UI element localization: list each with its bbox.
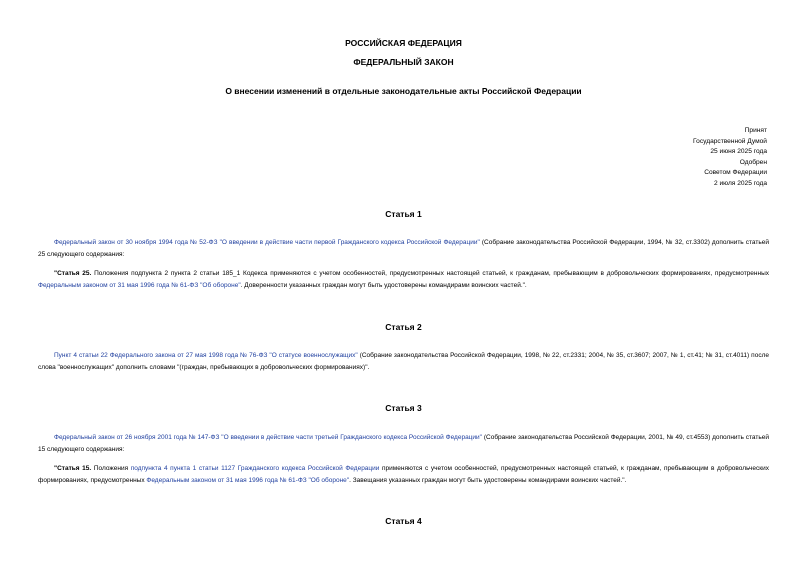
article-3-paragraph-2: [38, 463, 769, 486]
adoption-line: Государственной Думой: [693, 137, 767, 145]
article-3-p1-text: (Собрание законодательства Российской Федерации, 2001, № 49, ст.4553) дополнить статьей 15 следующего содержания:: [38, 434, 770, 453]
law-type-heading: ФЕДЕРАЛЬНЫЙ ЗАКОН: [353, 57, 454, 67]
article-3-p2-text-2: применяются с учетом особенностей, предусмотренных настоящей статьей, к гражданам, пребывающим в добровольческих формированиях, предусмотренных: [38, 465, 769, 484]
article-3-p2-text-1: Положения: [91, 465, 131, 472]
adoption-line: 25 июня 2025 года: [710, 148, 767, 156]
article-1-quote-heading: "Статья 25.: [54, 270, 92, 277]
article-3-paragraph-1: [38, 432, 769, 455]
article-3-law-link[interactable]: Федеральный закон от 26 ноября 2001 года № 147-ФЗ "О введении в действие части третьей Гражданского кодекса Российской Федерации": [54, 434, 482, 441]
article-3-title: Статья 3: [385, 403, 422, 413]
article-3-civil-code-link[interactable]: подпункта 4 пункта 1 статьи 1127 Гражданского кодекса Российской Федерации: [130, 465, 380, 472]
article-1-p1-text: (Собрание законодательства Российской Федерации, 1994, № 32, ст.3302) дополнить статьей 25 следующего содержания:: [38, 239, 769, 258]
adoption-line: 2 июля 2025 года: [713, 179, 767, 187]
adoption-line: Одобрен: [739, 158, 767, 166]
article-1-title: Статья 1: [385, 209, 422, 219]
article-1-defense-law-link[interactable]: Федеральным законом от 31 мая 1996 года № 61-ФЗ "Об обороне": [38, 281, 241, 289]
adoption-block: [587, 126, 767, 190]
article-2-p1-text: (Собрание законодательства Российской Федерации, 1998, № 22, ст.2331; 2004, № 35, ст.3607; 2007, № 1, ст.41; № 31, ст.4011) после слова "военнослужащих" дополнить словами "(граждан, пребывающих в добровольческих формированиях)".: [38, 352, 769, 371]
article-3-quote-heading: "Статья 15.: [54, 465, 92, 472]
article-1-paragraph-1: [38, 237, 769, 260]
federation-heading: РОССИЙСКАЯ ФЕДЕРАЦИЯ: [345, 38, 462, 48]
article-3-defense-law-link[interactable]: Федеральным законом от 31 мая 1996 года № 61-ФЗ "Об обороне": [146, 476, 350, 484]
article-1-p2-text-1: Положения подпункта 2 пункта 2 статьи 185_1 Кодекса применяются с учетом особенностей, предусмотренных настоящей статьей, к гражданам, пребывающим в добровольческих формированиях, предусмотренных: [91, 270, 769, 277]
adoption-line: Принят: [744, 127, 767, 134]
article-3-p2-text-3: . Завещания указанных граждан могут быть удостоверены командирами воинских частей.".: [349, 476, 627, 484]
article-1-paragraph-2: [38, 268, 769, 291]
article-4-title: Статья 4: [385, 516, 422, 526]
article-1-law-link[interactable]: Федеральный закон от 30 ноября 1994 года № 52-ФЗ "О введении в действие части первой Гражданского кодекса Российской Федерации": [54, 239, 480, 246]
article-2-paragraph-1: [38, 350, 769, 373]
adoption-line: Советом Федерации: [704, 169, 767, 177]
article-2-title: Статья 2: [385, 322, 422, 332]
law-title: О внесении изменений в отдельные законодательные акты Российской Федерации: [225, 86, 582, 96]
article-1-p2-text-2: . Доверенности указанных граждан могут быть удостоверены командирами воинских частей.".: [240, 281, 527, 289]
article-2-law-link[interactable]: Пункт 4 статьи 22 Федерального закона от 27 мая 1998 года № 76-ФЗ "О статусе военнослужащих": [54, 352, 358, 359]
